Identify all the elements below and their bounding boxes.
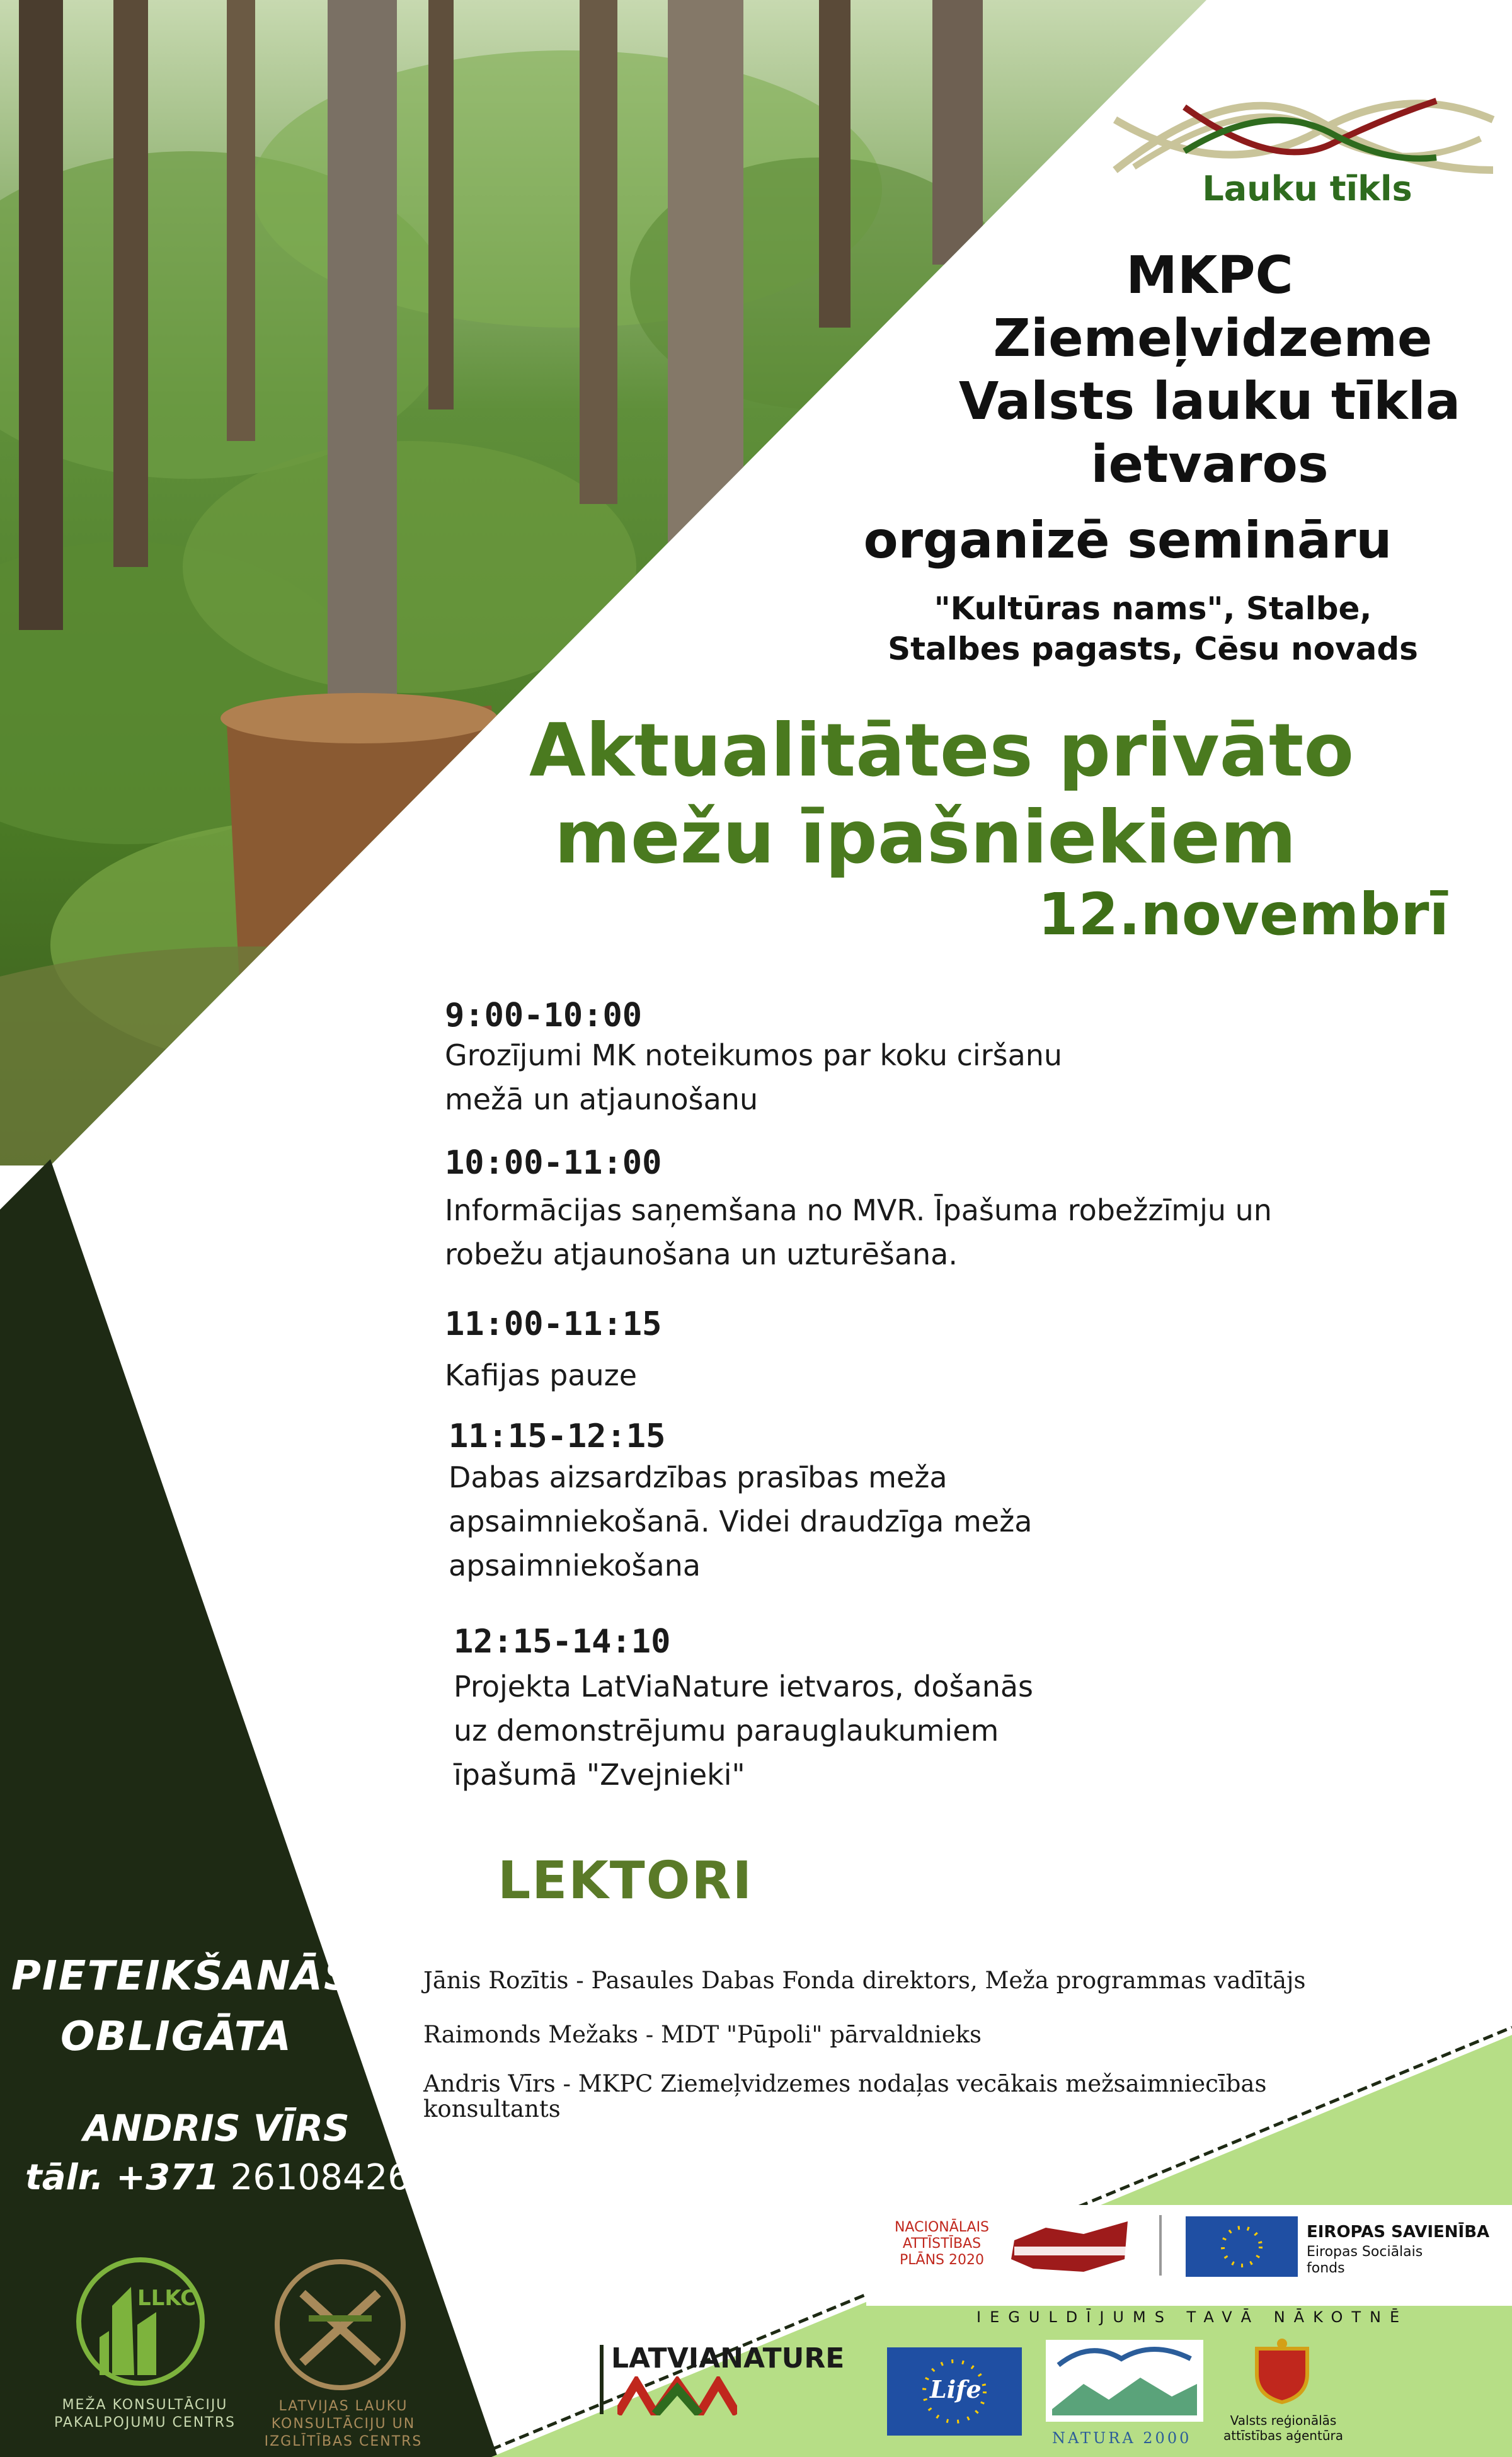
vraa-line-2: attīstības aģentūra [1223, 2428, 1343, 2443]
nap-line-3: PLĀNS 2020 [900, 2252, 984, 2268]
agenda-desc: apsaimniekošanā. Videi draudzīga meža [449, 1504, 1033, 1538]
nap-line-1: NACIONĀLAIS [894, 2219, 990, 2235]
organizer-line-2: Ziemeļvidzeme [993, 309, 1433, 369]
agenda-desc: robežu atjaunošana un uzturēšana. [445, 1237, 958, 1271]
agenda-desc: mežā un atjaunošanu [445, 1082, 759, 1116]
forest-photo [0, 0, 1210, 1172]
eu-sub-1: Eiropas Sociālais [1307, 2244, 1423, 2260]
agenda-desc: apsaimniekošana [449, 1549, 701, 1583]
lector-item: Andris Vīrs - MKPC Ziemeļvidzemes nodaļas vecākais mežsaimniecības [423, 2070, 1267, 2097]
mkpc-caption-2: PAKALPOJUMU CENTRS [54, 2415, 236, 2431]
contact-phone[interactable] [25, 2157, 410, 2198]
latvianature-logo: LATVIANATURE [611, 2342, 845, 2374]
agenda-time: 12:15-14:10 [454, 1623, 671, 1661]
slogan: IEGULDĪJUMS TAVĀ NĀKOTNĒ [976, 2308, 1409, 2326]
agenda-time: 11:15-12:15 [449, 1418, 666, 1455]
latvia-map-icon [1008, 2215, 1134, 2278]
lauku-tikls-arcs-icon [1109, 63, 1499, 183]
agenda-desc: Dabas aizsardzības prasības meža [449, 1460, 948, 1494]
mkpc-tree-icon [74, 2255, 207, 2388]
seminar-title-line-1: Aktualitātes privāto [529, 708, 1354, 793]
llkc-logo [271, 2255, 410, 2394]
phone-prefix: tālr. +371 [25, 2157, 219, 2198]
seminar-date: 12.novembrī [1038, 881, 1449, 948]
agenda-desc: Projekta LatViaNature ietvaros, došanās [454, 1670, 1034, 1704]
llkc-cross-icon [271, 2255, 410, 2394]
lector-item: Jānis Rozītis - Pasaules Dabas Fonda direktors, Meža programmas vadītājs [423, 1967, 1306, 1994]
nap-line-2: ATTĪSTĪBAS [902, 2236, 982, 2252]
llkc-caption-2: KONSULTĀCIJU UN [271, 2416, 416, 2432]
eu-title: EIROPAS SAVIENĪBA [1307, 2223, 1490, 2242]
footer-divider [1159, 2215, 1162, 2276]
mkpc-mark: LLKC [137, 2286, 197, 2311]
agenda-time: 9:00-10:00 [445, 997, 643, 1034]
registration-line-1: PIETEIKŠANĀS [11, 1953, 355, 2000]
phone-number: 26108426 [230, 2157, 410, 2198]
organizer-line-3: Valsts lauku tīkla [958, 372, 1461, 432]
agenda-desc: īpašumā "Zvejnieki" [454, 1758, 745, 1792]
organizer-line-5: organizē semināru [863, 511, 1392, 570]
agenda-desc: Informācijas saņemšana no MVR. Īpašuma robežzīmju un [445, 1193, 1272, 1227]
lectors-heading: LEKTORI [498, 1851, 753, 1911]
mkpc-caption-1: MEŽA KONSULTĀCIJU [62, 2397, 228, 2413]
llkc-caption-1: LATVIJAS LAUKU [278, 2398, 408, 2414]
lauku-tikls-logo-text: Lauku tīkls [1202, 169, 1412, 209]
agenda-desc: Kafijas pauze [445, 1358, 638, 1392]
latvianature-bar [600, 2345, 604, 2414]
registration-line-2: OBLIGĀTA [60, 2013, 292, 2060]
llkc-caption-3: IZGLĪTĪBAS CENTRS [264, 2434, 423, 2449]
life-text: Life [930, 2375, 982, 2403]
latvianature-waves-icon [617, 2376, 737, 2415]
organizer-line-4: ietvaros [1091, 435, 1329, 495]
eu-sub-2: fonds [1307, 2260, 1345, 2276]
venue-line-2: Stalbes pagasts, Cēsu novads [888, 631, 1418, 667]
venue-line-1: "Kultūras nams", Stalbe, [934, 590, 1372, 627]
contact-name: ANDRIS VĪRS [83, 2107, 350, 2150]
agenda-time: 11:00-11:15 [445, 1305, 662, 1343]
organizer-line-1: MKPC [1126, 246, 1293, 306]
mkpc-logo [74, 2255, 207, 2388]
agenda-desc: Grozījumi MK noteikumos par koku ciršanu [445, 1038, 1063, 1072]
agenda-time: 10:00-11:00 [445, 1144, 662, 1182]
seminar-title-line-2: mežu īpašniekiem [554, 795, 1297, 880]
natura-text: NATURA 2000 [1052, 2429, 1192, 2447]
lector-item: Raimonds Mežaks - MDT "Pūpoli" pārvaldnieks [423, 2021, 982, 2048]
vraa-line-1: Valsts reģionālās [1230, 2413, 1337, 2428]
agenda-desc: uz demonstrējumu parauglaukumiem [454, 1714, 999, 1748]
natura-logo-icon [1046, 2340, 1203, 2422]
lector-item: konsultants [423, 2095, 561, 2122]
latvia-coat-of-arms-icon [1247, 2336, 1317, 2405]
eu-flag-icon [1186, 2216, 1298, 2277]
